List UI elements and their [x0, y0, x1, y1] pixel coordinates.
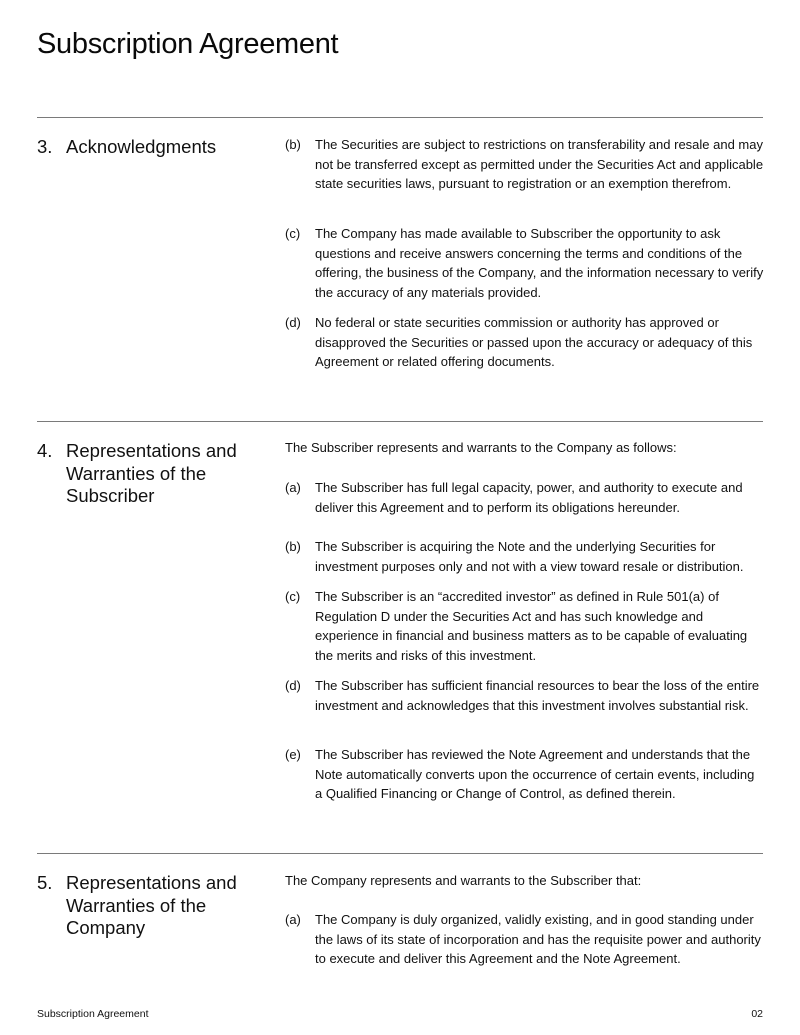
clause-item — [285, 587, 765, 665]
clause-item — [285, 224, 765, 302]
section-heading-acknowledgments — [37, 136, 267, 159]
section-number: 3. — [37, 136, 53, 157]
footer-document-name: Subscription Agreement — [37, 1008, 149, 1020]
section-number: 4. — [37, 440, 53, 461]
clause-text: The Securities are subject to restrictions on transferability and resale and may not be transferred except as permitted under the Securities Act and applicable state securities laws, pursuant to registration or an exemption therefrom. — [315, 137, 764, 191]
clause-item — [285, 745, 765, 804]
clause-label: (b) — [285, 539, 301, 554]
clause-text: The Company is duly organized, validly existing, and in good standing under the laws of its state of incorporation and has the requisite power and authority to execute and deliver this Agreement and the Note Agreement. — [315, 912, 761, 966]
document-title: Subscription Agreement — [37, 28, 339, 60]
clause-label: (a) — [285, 480, 301, 495]
section-intro: The Company represents and warrants to the Subscriber that: — [285, 873, 642, 888]
clause-text: No federal or state securities commission or authority has approved or disapproved the Securities or passed upon the accuracy or adequacy of this Agreement or related offering documents. — [315, 315, 753, 369]
section-divider — [37, 853, 763, 854]
clause-label: (d) — [285, 315, 301, 330]
clause-item — [285, 910, 765, 969]
clause-label: (e) — [285, 747, 301, 762]
clause-label: (c) — [285, 226, 301, 241]
section-heading-subscriber-reps — [37, 440, 267, 508]
clause-label: (b) — [285, 137, 301, 152]
clause-item — [285, 478, 765, 517]
clause-label: (c) — [285, 589, 301, 604]
section-heading-company-reps — [37, 872, 267, 940]
clause-label: (a) — [285, 912, 301, 927]
footer-page-number: 02 — [751, 1008, 763, 1020]
section-divider — [37, 117, 763, 118]
section-number: 5. — [37, 872, 53, 893]
section-title: Representations and Warranties of the Subscriber — [66, 440, 237, 506]
clause-text: The Subscriber is an “accredited investor” as defined in Rule 501(a) of Regulation D under the Securities Act and has such knowledge and experience in financial and business matters as to be capable of evaluating the merits and risks of this investment. — [315, 589, 748, 663]
section-title: Representations and Warranties of the Company — [66, 872, 237, 938]
clause-text: The Subscriber has full legal capacity, power, and authority to execute and deliver this Agreement and to perform its obligations hereunder. — [315, 480, 743, 515]
section-divider — [37, 421, 763, 422]
clause-text: The Company has made available to Subscriber the opportunity to ask questions and receive answers concerning the terms and conditions of the offering, the business of the Company, and the information necessary to verify the accuracy of any materials provided. — [315, 226, 764, 300]
section-intro: The Subscriber represents and warrants to the Company as follows: — [285, 440, 677, 455]
clause-item — [285, 537, 765, 576]
clause-item — [285, 135, 765, 194]
clause-text: The Subscriber is acquiring the Note and the underlying Securities for investment purposes only and not with a view toward resale or distribution. — [315, 539, 744, 574]
clause-item — [285, 676, 765, 715]
section-title: Acknowledgments — [66, 136, 217, 157]
clause-text: The Subscriber has reviewed the Note Agreement and understands that the Note automatically converts upon the occurrence of certain events, including a Qualified Financing or Change of Control, as defined therein. — [315, 747, 755, 801]
clause-text: The Subscriber has sufficient financial resources to bear the loss of the entire investment and acknowledges that this investment involves substantial risk. — [315, 678, 760, 713]
clause-label: (d) — [285, 678, 301, 693]
clause-item — [285, 313, 765, 372]
